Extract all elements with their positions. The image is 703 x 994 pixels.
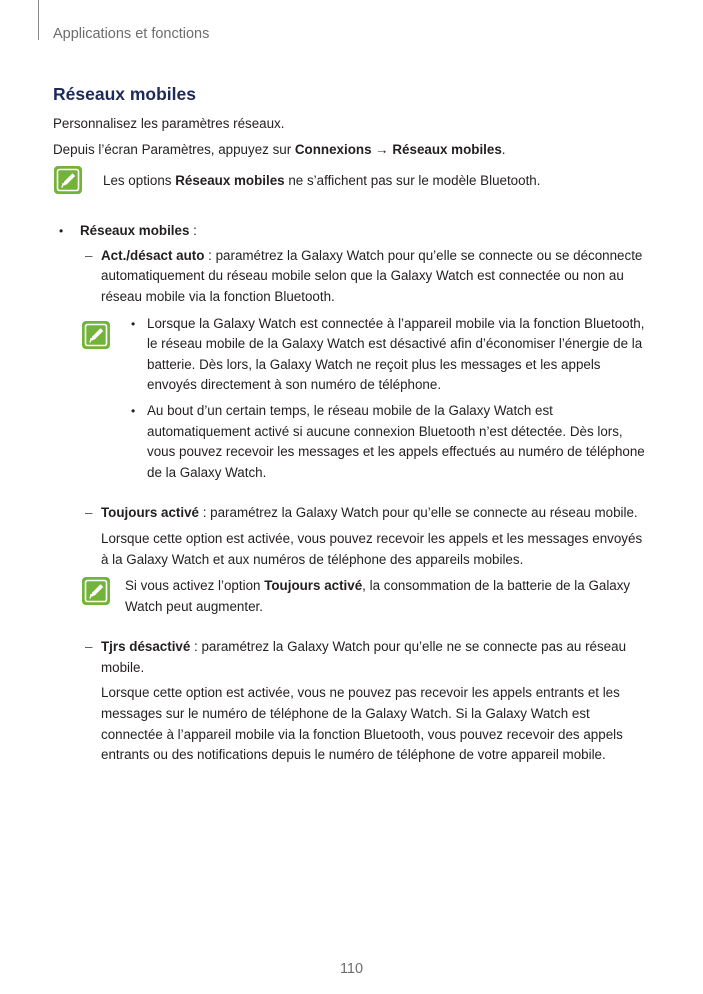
path-step-reseaux: Réseaux mobiles [392, 141, 502, 157]
bullet-reseaux-mobiles: • Réseaux mobiles : [53, 221, 653, 242]
settings-path: Depuis l’écran Paramètres, appuyez sur Connexions → Réseaux mobiles. [53, 141, 506, 157]
note-pencil-icon [81, 576, 111, 606]
page-number: 110 [339, 961, 364, 977]
bullet-dot: • [59, 224, 64, 239]
note-pencil-icon [81, 320, 111, 350]
note-bluetooth-model: Les options Réseaux mobiles ne s’affichent pas sur le modèle Bluetooth. [53, 171, 653, 205]
note-bullet: • Lorsque la Galaxy Watch est connectée à l’appareil mobile via la fonction Bluetooth, le réseau mobile de la Galaxy Watch est désactivé afin d’économiser l’énergie de la batterie. Dès lors, la Galaxy Watch ne reçoit plus les messages et les appels envoyés directement à son numéro de téléphone. [131, 315, 645, 393]
option-act-desact-auto: – Act./désact auto : paramétrez la Galaxy Watch pour qu’elle se connecte ou se déconnecte automatiquement du réseau mobile selon que la Galaxy Watch est connectée ou non au réseau mobile via la fonction Bluetooth. [85, 247, 643, 304]
note-pencil-icon [53, 165, 83, 195]
page-header: Applications et fonctions [53, 26, 210, 42]
note-bullet: • Au bout d’un certain temps, le réseau mobile de la Galaxy Watch est automatiquement activé si aucune connexion Bluetooth n’est détectée. Dès lors, vous pouvez recevoir les messages et les appels effectués au numéro de téléphone de la Galaxy Watch. [131, 402, 645, 480]
section-intro: Personnalisez les paramètres réseaux. [53, 116, 285, 131]
section-title: Réseaux mobiles [53, 84, 196, 104]
main-content [53, 82, 653, 766]
header-divider [38, 0, 39, 40]
note-auto-switch [53, 314, 653, 484]
option-toujours-active: – Toujours activé : paramétrez la Galaxy Watch pour qu’elle se connecte au réseau mobile. Lorsque cette option est activée, vous pouvez recevoir les appels et les messages envoyés à la Galaxy Watch et aux numéros de téléphone des appareils mobiles. [53, 503, 653, 570]
option-tjrs-desactive-detail: Lorsque cette option est activée, vous ne pouvez pas recevoir les appels entrants et les messages sur le numéro de téléphone de la Galaxy Watch. Si la Galaxy Watch est connectée à l’appareil mobile via la fonction Bluetooth, vous pouvez recevoir des appels entrants ou des notifications depuis le numéro de téléphone de votre appareil mobile. [101, 685, 623, 763]
option-toujours-active-detail: Lorsque cette option est activée, vous pouvez recevoir les appels et les messages envoyés à la Galaxy Watch et aux numéros de téléphone des appareils mobiles. [101, 530, 643, 567]
option-tjrs-desactive: – Tjrs désactivé : paramétrez la Galaxy Watch pour qu’elle ne se connecte pas au réseau mobile. Lorsque cette option est activée, vous ne pouvez pas recevoir les appels entrants et les messages sur le numéro de téléphone de la Galaxy Watch. Si la Galaxy Watch est connectée à l’appareil mobile via la fonction Bluetooth, vous pouvez recevoir des appels entrants ou des notifications depuis le numéro de téléphone de votre appareil mobile. [53, 637, 653, 766]
path-step-connexions: Connexions [294, 141, 372, 157]
note-battery: Si vous activez l’option Toujours activé, la consommation de la batterie de la Galaxy Watch peut augmenter. [53, 576, 653, 617]
